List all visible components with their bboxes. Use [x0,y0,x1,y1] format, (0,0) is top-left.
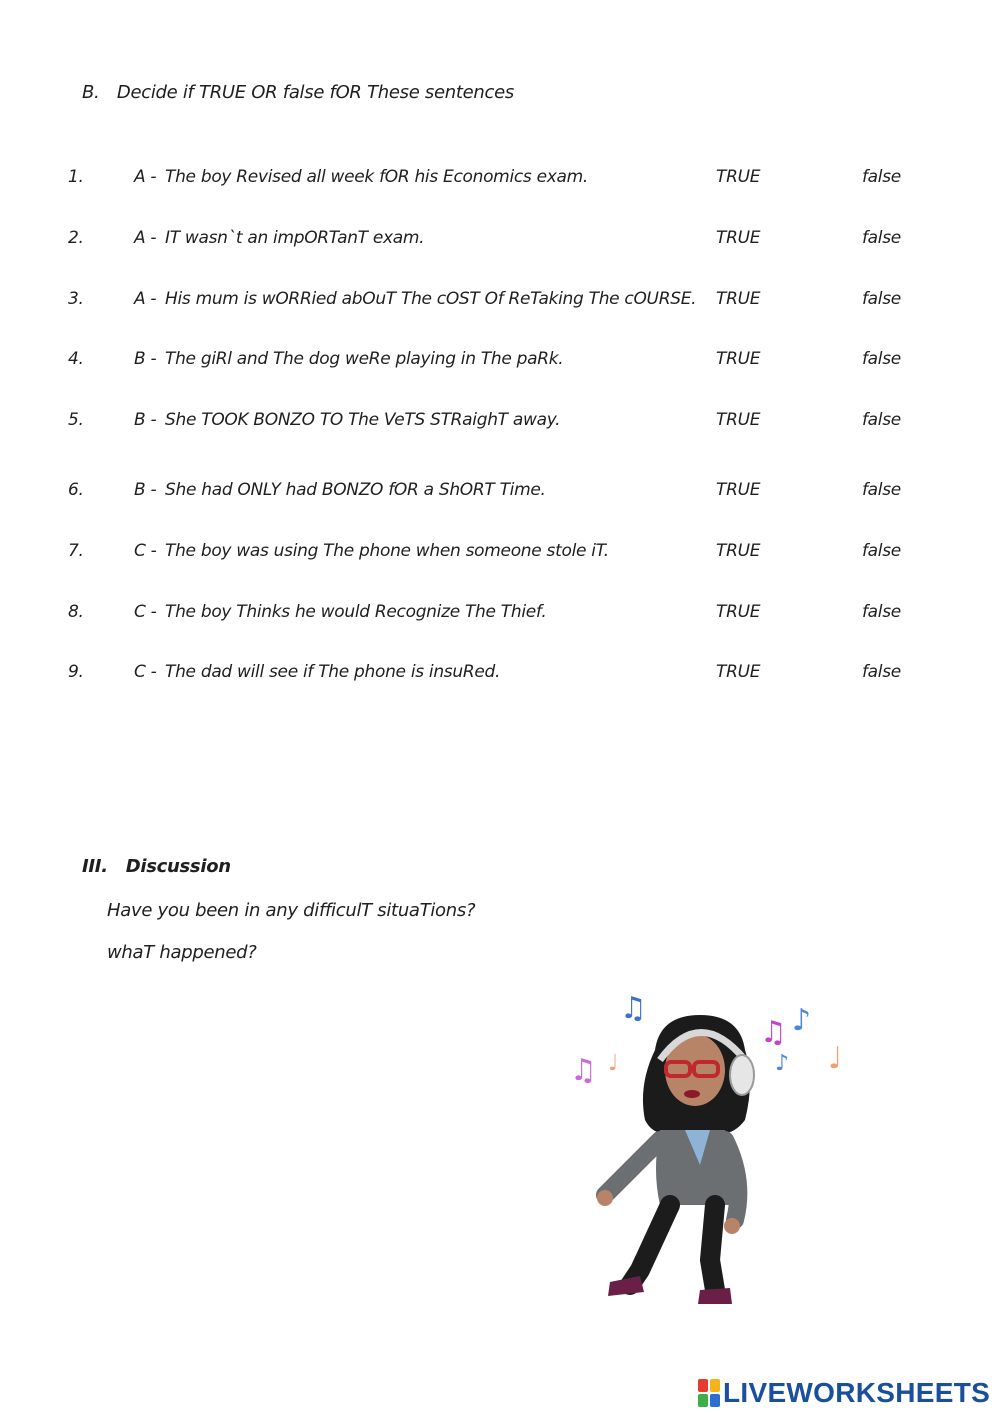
question-row [0,662,1000,692]
question-number: 6. [68,480,84,500]
question-row [0,289,1000,319]
svg-text:♩: ♩ [828,1041,843,1076]
svg-text:♫: ♫ [760,1015,787,1050]
brand-logo-icon [698,1379,720,1407]
question-text: The dad will see if The phone is insuRed. [165,662,501,682]
question-text: IT wasn`t an impORTanT exam. [165,228,425,248]
brand-name: LIVEWORKSHEETS [723,1377,991,1408]
question-text-tag: C - [134,541,157,561]
true-option[interactable]: TRUE [716,410,761,430]
question-text: She had ONLY had BONZO fOR a ShORT Time. [165,480,546,500]
false-option[interactable]: false [862,289,901,309]
liveworksheets-logo [698,1376,990,1410]
question-number: 2. [68,228,84,248]
false-option[interactable]: false [862,228,901,248]
question-number: 3. [68,289,84,309]
question-row [0,602,1000,632]
question-row [0,410,1000,440]
question-text: The boy Revised all week fOR his Economics exam. [165,167,588,187]
question-text-tag: B - [134,349,157,369]
question-text-tag: A - [134,167,157,187]
question-text-tag: C - [134,602,157,622]
question-text-tag: B - [134,410,157,430]
question-text-tag: A - [134,228,157,248]
true-option[interactable]: TRUE [716,349,761,369]
question-row [0,349,1000,379]
svg-text:♩: ♩ [608,1051,619,1076]
question-text-tag: C - [134,662,157,682]
discussion-question-1: Have you been in any difficulT situaTions? [107,900,476,921]
svg-text:♫: ♫ [570,1053,597,1088]
false-option[interactable]: false [862,167,901,187]
false-option[interactable]: false [862,349,901,369]
question-number: 7. [68,541,84,561]
false-option[interactable]: false [862,602,901,622]
true-option[interactable]: TRUE [716,289,761,309]
question-text: The giRl and The dog weRe playing in The paRk. [165,349,564,369]
svg-text:♪: ♪ [792,1003,812,1038]
question-number: 9. [68,662,84,682]
false-option[interactable]: false [862,662,901,682]
discussion-question-2: whaT happened? [107,942,257,963]
question-number: 8. [68,602,84,622]
discussion-heading [82,856,231,877]
true-option[interactable]: TRUE [716,480,761,500]
true-option[interactable]: TRUE [716,662,761,682]
question-row [0,541,1000,571]
question-row [0,480,1000,510]
question-text-tag: B - [134,480,157,500]
question-row [0,228,1000,258]
true-option[interactable]: TRUE [716,541,761,561]
question-text: She TOOK BONZO TO The VeTS STRaighT away. [165,410,561,430]
question-row [0,167,1000,197]
true-option[interactable]: TRUE [716,228,761,248]
section-b-label: B. [82,82,100,103]
dancing-avatar-illustration [560,990,860,1310]
discussion-label: III. [82,856,108,877]
question-text: His mum is wORRied abOuT The cOST Of ReTaking The cOURSE. [165,289,697,309]
svg-text:♪: ♪ [775,1051,790,1076]
false-option[interactable]: false [862,541,901,561]
section-b-title: Decide if TRUE OR false fOR These sentences [116,82,514,103]
question-text: The boy was using The phone when someone stole iT. [165,541,609,561]
question-number: 4. [68,349,84,369]
question-number: 1. [68,167,84,187]
section-b-heading [82,82,514,103]
false-option[interactable]: false [862,410,901,430]
question-text-tag: A - [134,289,157,309]
svg-text:♫: ♫ [620,991,647,1026]
discussion-title: Discussion [125,856,231,877]
true-option[interactable]: TRUE [716,602,761,622]
true-option[interactable]: TRUE [716,167,761,187]
question-text: The boy Thinks he would Recognize The Thief. [165,602,547,622]
false-option[interactable]: false [862,480,901,500]
question-number: 5. [68,410,84,430]
